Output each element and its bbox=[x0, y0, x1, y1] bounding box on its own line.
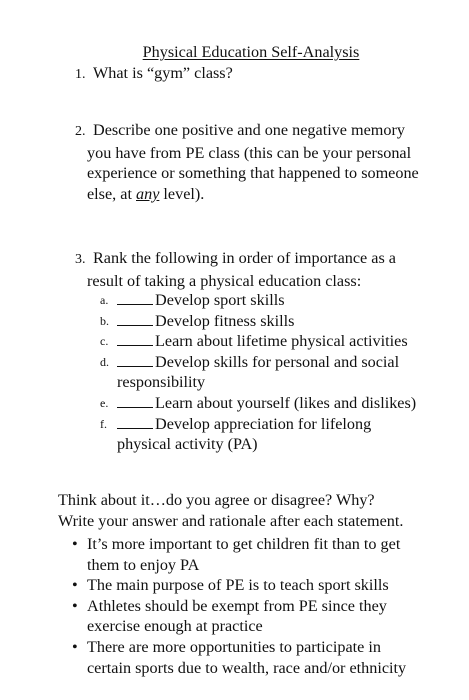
statement-line: The main purpose of PE is to teach sport skills bbox=[87, 576, 389, 595]
rank-item bbox=[100, 290, 440, 311]
rank-letter: f. bbox=[100, 416, 107, 431]
answer-blank[interactable] bbox=[117, 312, 153, 326]
rank-item bbox=[100, 352, 440, 393]
question-line-part: level). bbox=[159, 184, 205, 203]
rank-item bbox=[100, 414, 440, 455]
think-section bbox=[58, 490, 458, 531]
think-line: Think about it…do you agree or disagree? Why? bbox=[58, 491, 375, 509]
question-line: result of taking a physical education class: bbox=[87, 271, 362, 290]
rank-text: Learn about lifetime physical activities bbox=[155, 332, 408, 351]
bullet-icon: • bbox=[72, 596, 78, 615]
rank-text: Develop skills for personal and social bbox=[155, 352, 400, 371]
rank-item bbox=[100, 311, 440, 332]
rank-letter: c. bbox=[100, 334, 109, 349]
bullet-icon: • bbox=[72, 576, 78, 595]
statement-item bbox=[72, 575, 442, 596]
question-line: Describe one positive and one negative memory bbox=[93, 121, 405, 139]
question-text: What is “gym” class? bbox=[93, 64, 233, 82]
answer-blank[interactable] bbox=[117, 353, 153, 367]
answer-blank[interactable] bbox=[117, 291, 153, 305]
answer-blank[interactable] bbox=[117, 332, 153, 346]
statement-line: Athletes should be exempt from PE since they bbox=[87, 596, 387, 615]
question-number: 3. bbox=[75, 252, 86, 267]
rank-letter: a. bbox=[100, 293, 109, 307]
rank-text-continued: physical activity (PA) bbox=[117, 435, 258, 454]
question-line-4 bbox=[75, 184, 440, 205]
rank-list bbox=[100, 290, 440, 455]
statement-item bbox=[72, 637, 442, 678]
answer-blank[interactable] bbox=[117, 394, 153, 408]
question-1 bbox=[75, 63, 440, 86]
rank-text: Learn about yourself (likes and dislikes) bbox=[155, 393, 417, 412]
rank-letter: e. bbox=[100, 395, 109, 410]
bullet-icon: • bbox=[72, 637, 78, 656]
rank-item bbox=[100, 393, 440, 414]
statement-line: It’s more important to get children fit than to get bbox=[87, 535, 401, 553]
statement-line: them to enjoy PA bbox=[87, 555, 200, 574]
statement-item bbox=[72, 596, 442, 637]
question-number: 2. bbox=[75, 124, 86, 139]
rank-text-continued: responsibility bbox=[117, 373, 206, 392]
question-line: you have from PE class (this can be your personal bbox=[87, 143, 412, 162]
statement-list bbox=[72, 534, 442, 678]
statement-line: exercise enough at practice bbox=[87, 617, 263, 636]
statement-line: There are more opportunities to participate in bbox=[87, 637, 381, 656]
answer-blank[interactable] bbox=[117, 415, 153, 429]
emphasis-word: any bbox=[136, 184, 160, 203]
question-line: experience or something that happened to someone bbox=[87, 164, 419, 183]
statement-line: certain sports due to wealth, race and/or ethnicity bbox=[87, 658, 407, 677]
rank-text: Develop sport skills bbox=[155, 291, 285, 309]
rank-text: Develop fitness skills bbox=[155, 311, 295, 330]
statement-item bbox=[72, 534, 442, 575]
rank-text: Develop appreciation for lifelong bbox=[155, 414, 372, 433]
question-line-part: else, at bbox=[87, 184, 136, 203]
rank-letter: d. bbox=[100, 354, 109, 369]
bullet-icon: • bbox=[72, 535, 78, 553]
rank-item bbox=[100, 331, 440, 352]
document-title: Physical Education Self-Analysis bbox=[142, 43, 360, 61]
question-number: 1. bbox=[75, 67, 86, 82]
think-line: Write your answer and rationale after each statement. bbox=[58, 511, 404, 530]
question-line: Rank the following in order of importance as a bbox=[93, 249, 396, 267]
rank-letter: b. bbox=[100, 313, 109, 328]
question-3 bbox=[75, 248, 440, 291]
question-2 bbox=[75, 120, 440, 204]
